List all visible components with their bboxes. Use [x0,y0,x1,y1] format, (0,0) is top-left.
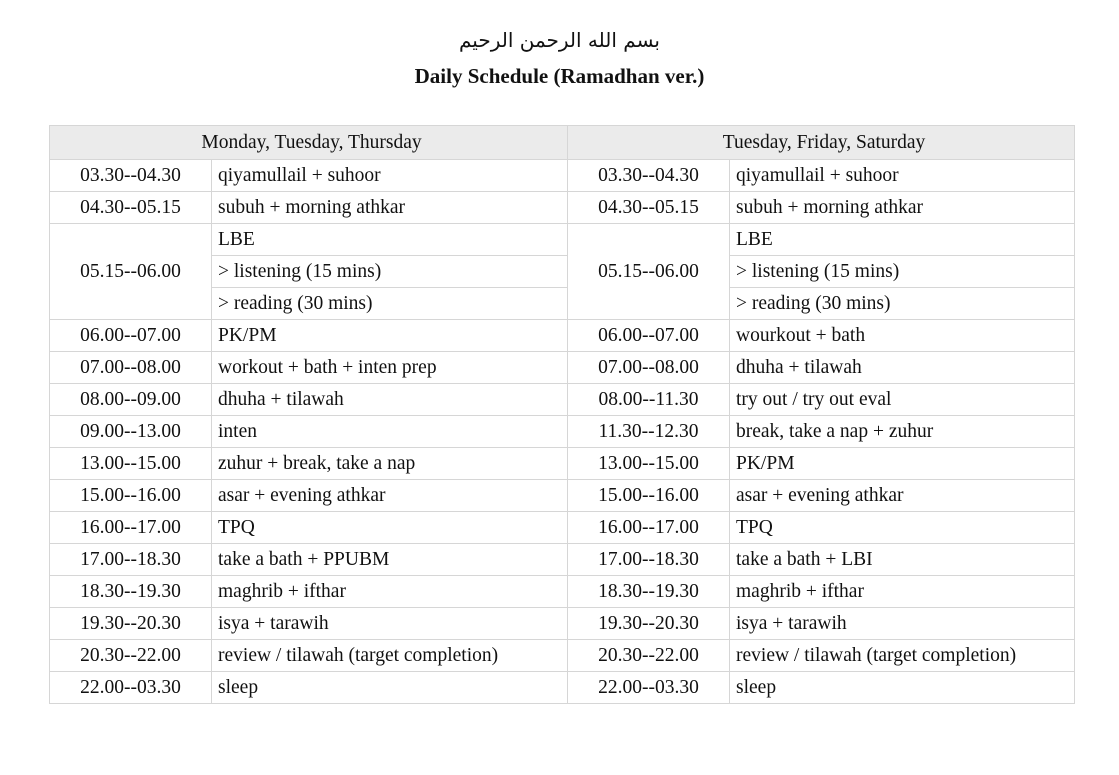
left-activity-cell: asar + evening athkar [212,480,568,512]
table-row [50,608,1075,640]
right-activity-cell: > listening (15 mins) [730,256,1075,288]
right-time-cell: 19.30--20.30 [568,608,730,640]
table-row [50,352,1075,384]
right-time-cell: 16.00--17.00 [568,512,730,544]
left-time-cell: 07.00--08.00 [50,352,212,384]
table-row [50,480,1075,512]
table-row [50,672,1075,704]
left-time-cell: 19.30--20.30 [50,608,212,640]
left-time-cell: 16.00--17.00 [50,512,212,544]
right-activity-cell: wourkout + bath [730,320,1075,352]
basmala-heading: بسم الله الرحمن الرحيم [458,28,660,52]
left-activity-cell: review / tilawah (target completion) [212,640,568,672]
table-row [50,640,1075,672]
table-row [50,416,1075,448]
lbe-block [50,224,1075,320]
left-activity-cell: > listening (15 mins) [212,256,568,288]
left-activity-cell: LBE [212,224,568,256]
left-time-cell: 13.00--15.00 [50,448,212,480]
right-activity-cell: take a bath + LBI [730,544,1075,576]
left-time-cell: 08.00--09.00 [50,384,212,416]
table-row [50,320,1075,352]
table-row [50,192,1075,224]
right-time-cell: 20.30--22.00 [568,640,730,672]
right-time-cell: 17.00--18.30 [568,544,730,576]
right-activity-cell: LBE [730,224,1075,256]
left-time-cell: 03.30--04.30 [50,160,212,192]
table-row [50,448,1075,480]
left-activity-cell: isya + tarawih [212,608,568,640]
left-time-cell: 04.30--05.15 [50,192,212,224]
right-activity-cell: dhuha + tilawah [730,352,1075,384]
right-time-cell: 13.00--15.00 [568,448,730,480]
right-activity-cell: TPQ [730,512,1075,544]
right-activity-cell: review / tilawah (target completion) [730,640,1075,672]
right-activity-cell: isya + tarawih [730,608,1075,640]
right-activity-cell: qiyamullail + suhoor [730,160,1075,192]
left-time-cell: 05.15--06.00 [50,224,212,320]
right-time-cell: 18.30--19.30 [568,576,730,608]
table-row [50,576,1075,608]
right-days-heading: Tuesday, Friday, Saturday [568,126,1075,160]
right-activity-cell: maghrib + ifthar [730,576,1075,608]
right-time-cell: 22.00--03.30 [568,672,730,704]
left-activity-cell: sleep [212,672,568,704]
right-time-cell: 11.30--12.30 [568,416,730,448]
schedule-container [49,125,1074,704]
table-header-row [50,126,1075,160]
left-time-cell: 15.00--16.00 [50,480,212,512]
left-time-cell: 22.00--03.30 [50,672,212,704]
left-time-cell: 09.00--13.00 [50,416,212,448]
page-title: Daily Schedule (Ramadhan ver.) [414,64,705,88]
left-time-cell: 06.00--07.00 [50,320,212,352]
rows-after [50,320,1075,704]
right-activity-cell: PK/PM [730,448,1075,480]
left-activity-cell: dhuha + tilawah [212,384,568,416]
left-activity-cell: inten [212,416,568,448]
left-activity-cell: > reading (30 mins) [212,288,568,320]
left-activity-cell: take a bath + PPUBM [212,544,568,576]
left-activity-cell: qiyamullail + suhoor [212,160,568,192]
left-time-cell: 20.30--22.00 [50,640,212,672]
table-row [50,384,1075,416]
left-days-heading: Monday, Tuesday, Thursday [50,126,568,160]
left-activity-cell: PK/PM [212,320,568,352]
right-time-cell: 15.00--16.00 [568,480,730,512]
right-activity-cell: asar + evening athkar [730,480,1075,512]
schedule-table [49,125,1075,704]
table-row [50,224,1075,256]
right-time-cell: 05.15--06.00 [568,224,730,320]
right-activity-cell: try out / try out eval [730,384,1075,416]
left-activity-cell: TPQ [212,512,568,544]
table-row [50,160,1075,192]
right-time-cell: 04.30--05.15 [568,192,730,224]
left-activity-cell: maghrib + ifthar [212,576,568,608]
right-activity-cell: break, take a nap + zuhur [730,416,1075,448]
right-time-cell: 07.00--08.00 [568,352,730,384]
table-row [50,544,1075,576]
right-activity-cell: > reading (30 mins) [730,288,1075,320]
right-activity-cell: sleep [730,672,1075,704]
rows-before [50,160,1075,224]
left-time-cell: 18.30--19.30 [50,576,212,608]
left-activity-cell: subuh + morning athkar [212,192,568,224]
left-activity-cell: workout + bath + inten prep [212,352,568,384]
left-time-cell: 17.00--18.30 [50,544,212,576]
right-time-cell: 06.00--07.00 [568,320,730,352]
right-activity-cell: subuh + morning athkar [730,192,1075,224]
table-row [50,512,1075,544]
right-time-cell: 03.30--04.30 [568,160,730,192]
left-activity-cell: zuhur + break, take a nap [212,448,568,480]
right-time-cell: 08.00--11.30 [568,384,730,416]
